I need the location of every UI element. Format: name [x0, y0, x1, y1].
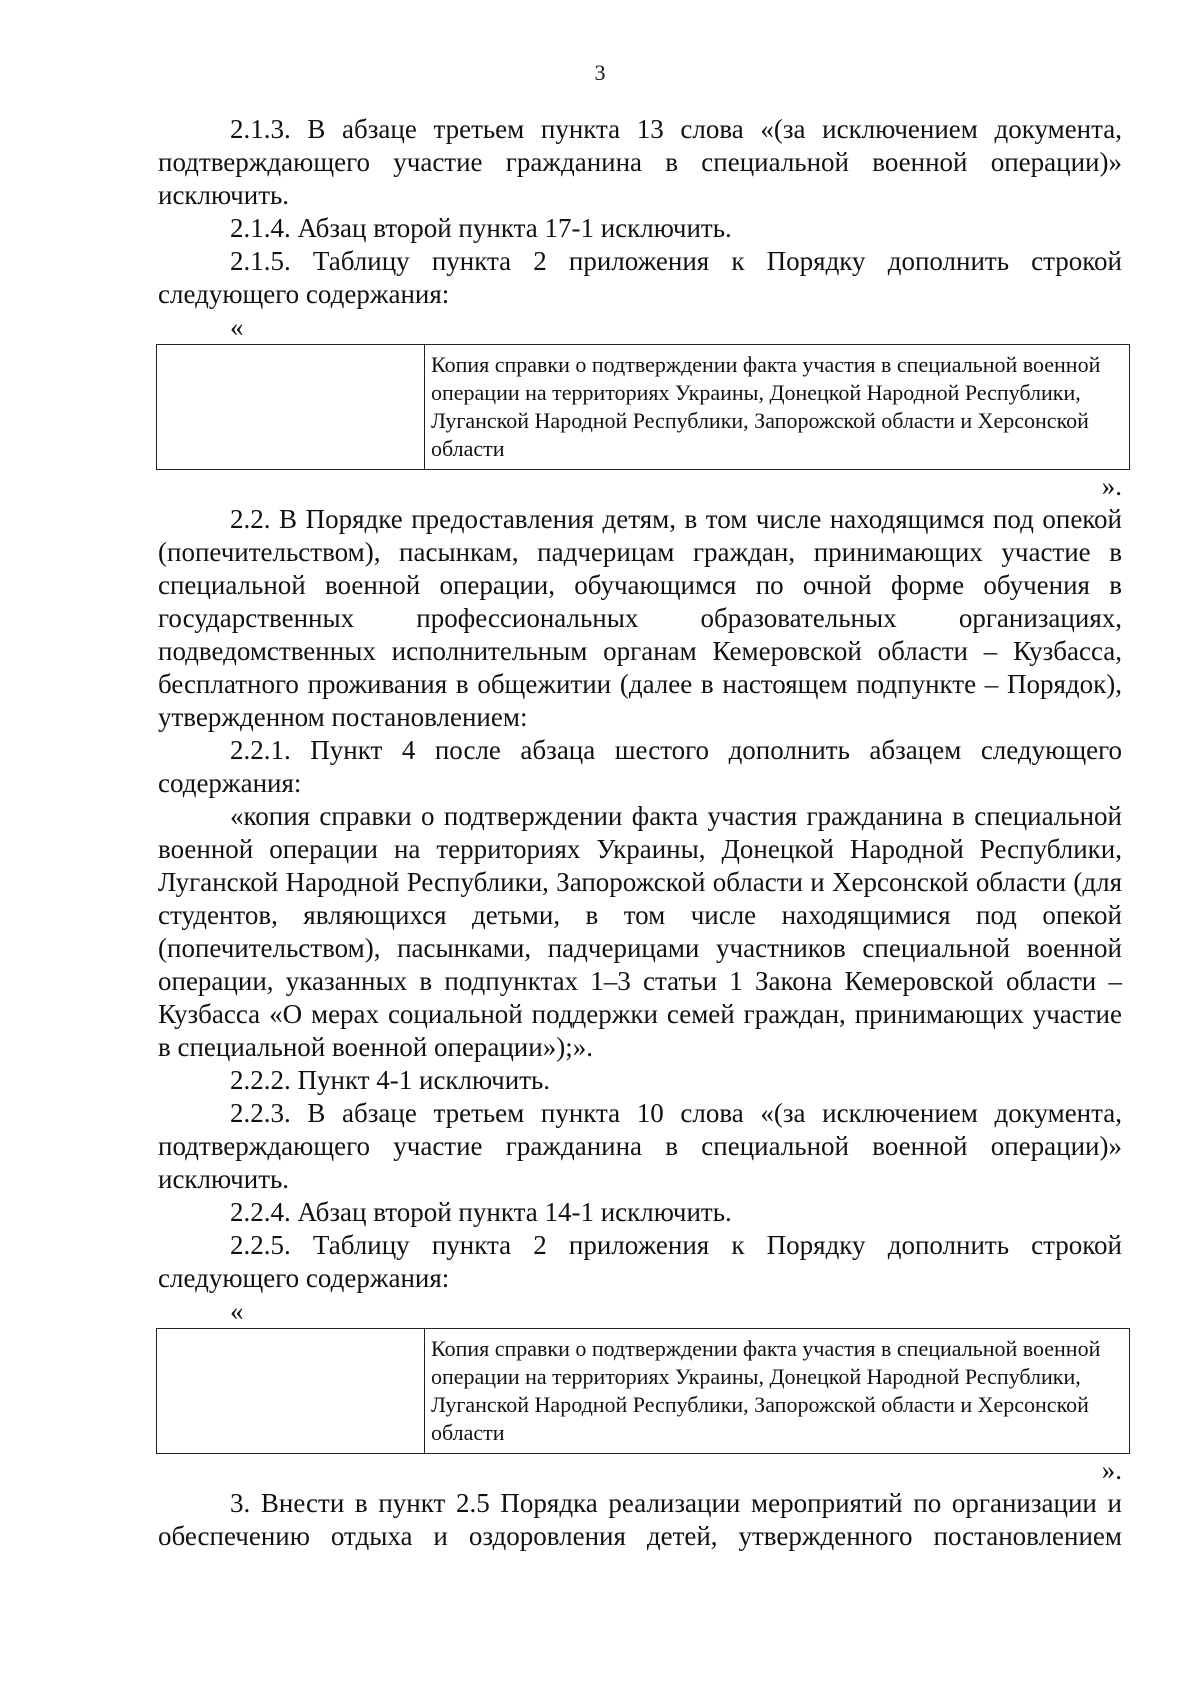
table-2-close-quote: ». [1101, 1455, 1122, 1485]
table-1-row [157, 345, 1130, 470]
paragraph-2-2-1: 2.2.1. Пункт 4 после абзаца шестого дополнить абзацем следующего содержания: [158, 735, 1122, 798]
paragraph-2-1-5: 2.1.5. Таблицу пункта 2 приложения к Порядку дополнить строкой следующего содержания: [158, 246, 1122, 309]
document-body [158, 113, 1122, 1553]
page-number: 3 [594, 60, 606, 85]
table-2-cell-left [157, 1329, 425, 1454]
paragraph-2-2: 2.2. В Порядке предоставления детям, в том числе находящимся под опекой (попечительством), пасынкам, падчерицам граждан, принимающих участие в специальной военной операции, обучающимся по очной форме обучения в государственных профессиональных образовательных организациях, подведомственных исполнительным органам Кемеровской области – Кузбасса, бесплатного проживания в общежитии (далее в настоящем подпункте – Порядок), утвержденном постановлением: [158, 504, 1122, 732]
table-1-cell-right: Копия справки о подтверждении факта участия в специальной военной операции на территориях Украины, Донецкой Народной Республики, Луганской Народной Республики, Запорожской области и Херсонской области [425, 345, 1130, 470]
table-1-close-quote: ». [1101, 471, 1122, 501]
paragraph-2-1-4: 2.1.4. Абзац второй пункта 17-1 исключить. [230, 213, 732, 243]
paragraph-2-2-1-quote: «копия справки о подтверждении факта участия гражданина в специальной военной операции на территориях Украины, Донецкой Народной Республики, Луганской Народной Республики, Запорожской области и Херсонской области (для студентов, являющихся детьми, в том числе находящимися под опекой (попечительством), пасынками, падчерицами участников специальной военной операции, указанных в подпунктах 1–3 статьи 1 Закона Кемеровской области – Кузбасса «О мерах социальной поддержки семей граждан, принимающих участие в специальной военной операции»);». [158, 801, 1122, 1062]
paragraph-2-2-3: 2.2.3. В абзаце третьем пункта 10 слова «(за исключением документа, подтверждающего участие гражданина в специальной военной операции)» исключить. [158, 1098, 1122, 1194]
paragraph-2-2-5: 2.2.5. Таблицу пункта 2 приложения к Порядку дополнить строкой следующего содержания: [158, 1230, 1122, 1293]
table-1-cell-left [157, 345, 425, 470]
table-1 [156, 344, 1130, 470]
table-2 [156, 1328, 1130, 1454]
table-2-open-quote: « [230, 1296, 244, 1326]
paragraph-2-2-4: 2.2.4. Абзац второй пункта 14-1 исключить. [230, 1197, 732, 1227]
paragraph-2-2-2: 2.2.2. Пункт 4-1 исключить. [230, 1065, 551, 1095]
table-2-cell-right: Копия справки о подтверждении факта участия в специальной военной операции на территориях Украины, Донецкой Народной Республики, Луганской Народной Республики, Запорожской области и Херсонской области [425, 1329, 1130, 1454]
paragraph-3: 3. Внести в пункт 2.5 Порядка реализации мероприятий по организации и обеспечению отдыха и оздоровления детей, утвержденного постановлением [158, 1488, 1122, 1551]
table-2-row [157, 1329, 1130, 1454]
paragraph-2-1-3: 2.1.3. В абзаце третьем пункта 13 слова «(за исключением документа, подтверждающего участие гражданина в специальной военной операции)» исключить. [158, 114, 1122, 210]
table-1-open-quote: « [230, 312, 244, 342]
